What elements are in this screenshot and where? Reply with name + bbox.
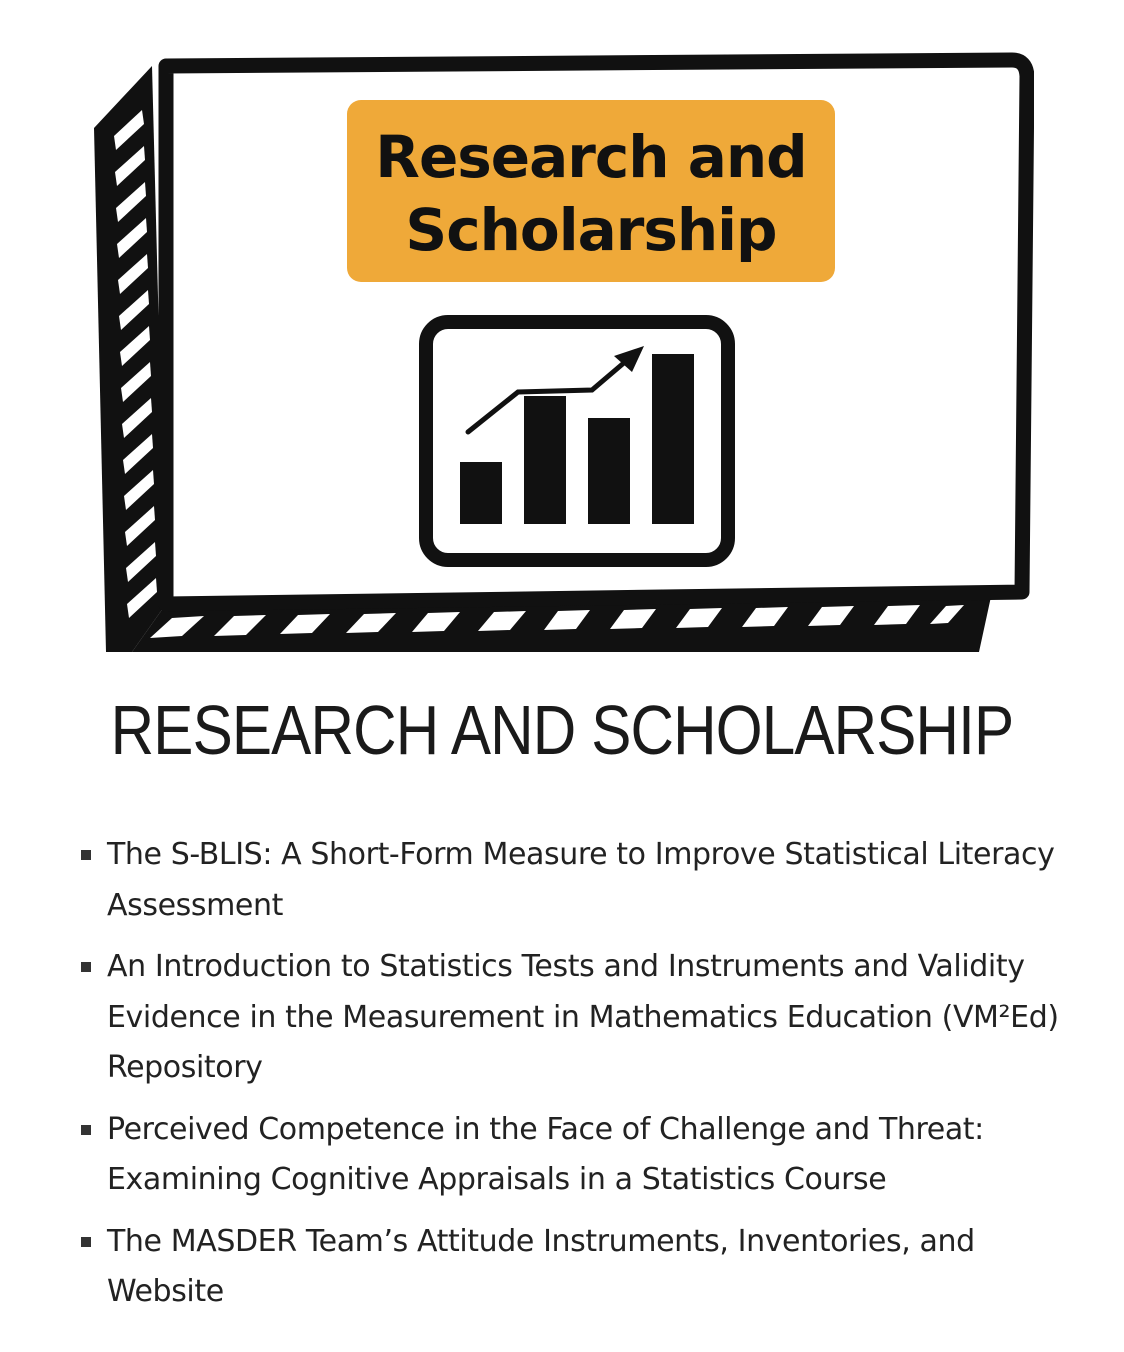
- list-item: [78, 830, 1068, 931]
- bullet-square-icon: [81, 1125, 91, 1135]
- list-item: [78, 1217, 1068, 1318]
- list-item: [78, 942, 1068, 1094]
- research-link-vm2ed[interactable]: An Introduction to Statistics Tests and Instruments and Validity Evidence in the Measurement in Mathematics Education (VM²Ed) Repository: [107, 949, 1059, 1085]
- research-list: [78, 830, 1068, 1329]
- list-item: [78, 1105, 1068, 1206]
- badge-line-2: Scholarship: [405, 196, 777, 264]
- bullet-square-icon: [81, 962, 91, 972]
- research-link-masder[interactable]: The MASDER Team’s Attitude Instruments, Inventories, and Website: [107, 1223, 975, 1309]
- research-link-perceived-competence[interactable]: Perceived Competence in the Face of Challenge and Threat: Examining Cognitive Appraisals in a Statistics Course: [107, 1111, 984, 1197]
- page-title: RESEARCH AND SCHOLARSHIP: [110, 691, 1014, 769]
- bullet-square-icon: [81, 850, 91, 860]
- bar-chart-trend-icon: [426, 322, 728, 560]
- hero-illustration: [84, 44, 1034, 656]
- bullet-square-icon: [81, 1237, 91, 1247]
- research-link-sblis[interactable]: The S-BLIS: A Short-Form Measure to Improve Statistical Literacy Assessment: [107, 837, 1055, 923]
- sketch-frame-graphic: [84, 44, 1034, 656]
- badge-line-1: Research and: [375, 123, 807, 191]
